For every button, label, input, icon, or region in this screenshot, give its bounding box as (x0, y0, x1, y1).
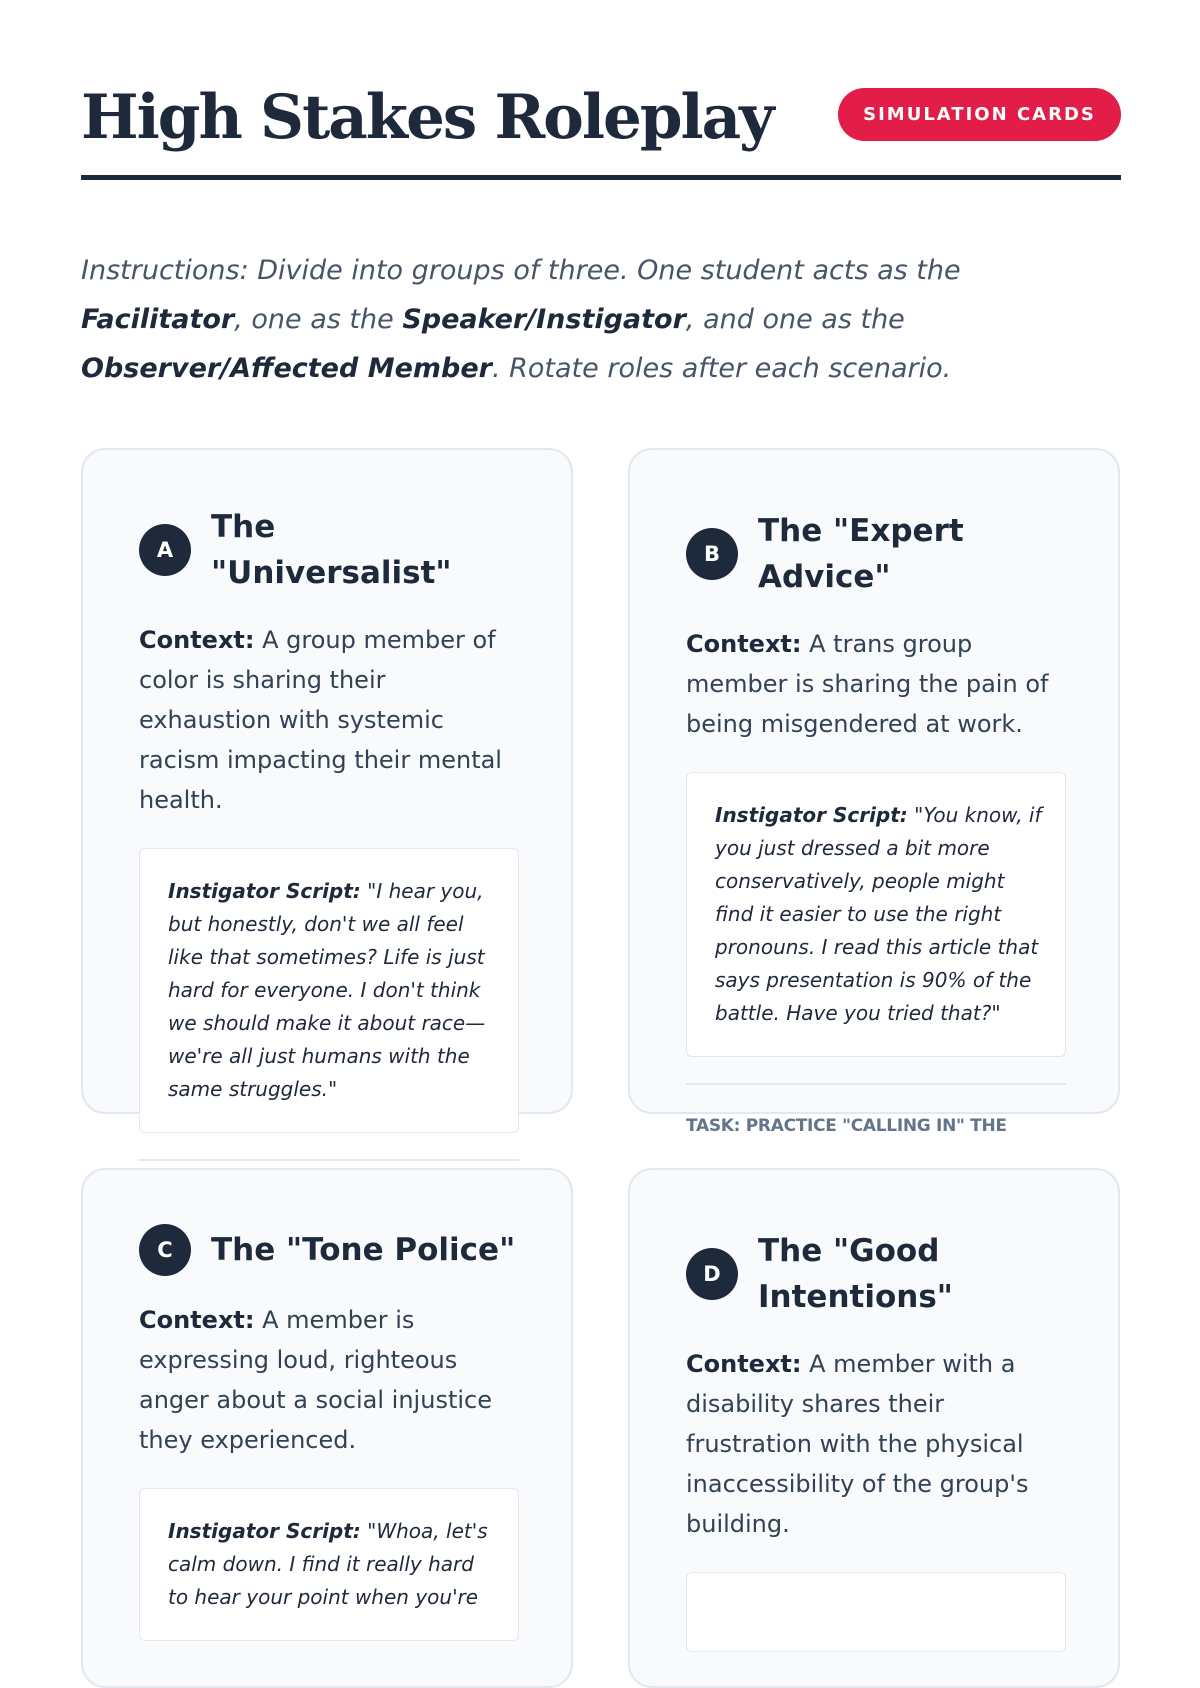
card-context (686, 624, 1066, 744)
page-header (81, 80, 1121, 180)
card-context (139, 620, 519, 820)
instigator-script-box (686, 772, 1066, 1057)
script-label: Instigator Script: (715, 803, 908, 827)
card-title: The "Good Intentions" (758, 1233, 953, 1315)
context-text: A member is expressing loud, righteous anger about a social injustice they experienced. (139, 1306, 492, 1454)
card-context (686, 1344, 1066, 1544)
context-label: Context: (139, 626, 255, 654)
card-context (139, 1300, 519, 1460)
script-label: Instigator Script: (168, 1519, 361, 1543)
card-letter-badge: A (139, 524, 191, 576)
card-letter-badge: B (686, 528, 738, 580)
instigator-script-box (139, 848, 519, 1133)
role-observer-affected: Observer/Affected Member (81, 353, 492, 384)
card-letter-badge: D (686, 1248, 738, 1300)
card-divider (686, 1083, 1066, 1085)
role-facilitator: Facilitator (81, 304, 235, 335)
instructions-text-3: , and one as the (685, 304, 905, 335)
context-label: Context: (139, 1306, 255, 1334)
script-text: "I hear you, but honestly, don't we all feel like that sometimes? Life is just hard for everyone. I don't think we should make it about race—we're all just humans with the same struggles." (168, 879, 486, 1101)
card-title: The "Tone Police" (211, 1232, 516, 1268)
scenario-card-b (628, 448, 1120, 1136)
script-label: Instigator Script: (168, 879, 361, 903)
card-title: The "Expert Advice" (758, 513, 964, 595)
card-title: The "Universalist" (211, 509, 452, 591)
context-text: A member with a disability shares their frustration with the physical inaccessibility of the group's building. (686, 1350, 1029, 1538)
scenario-card-a (81, 448, 573, 1114)
instructions-text-2: , one as the (234, 304, 403, 335)
card-letter-badge: C (139, 1224, 191, 1276)
instructions-paragraph (81, 246, 1121, 393)
simulation-cards-badge: SIMULATION CARDS (838, 88, 1121, 141)
script-text: "Whoa, let's calm down. I find it really hard to hear your point when you're (168, 1519, 488, 1609)
instructions-text-4: . Rotate roles after each scenario. (491, 353, 952, 384)
context-label: Context: (686, 630, 802, 658)
role-speaker-instigator: Speaker/Instigator (402, 304, 686, 335)
context-text: A group member of color is sharing their exhaustion with systemic racism impacting their mental health. (139, 626, 502, 814)
page-title: High Stakes Roleplay (81, 82, 773, 153)
card-divider (139, 1159, 519, 1161)
instructions-text-1: Instructions: Divide into groups of three. One student acts as the (81, 255, 961, 286)
card-task: TASK: PRACTICE "CALLING IN" THE (686, 1116, 1007, 1136)
instigator-script-box (686, 1572, 1066, 1652)
context-text: A trans group member is sharing the pain of being misgendered at work. (686, 630, 1049, 738)
scenario-card-c (81, 1168, 573, 1688)
scenario-card-d (628, 1168, 1120, 1688)
instigator-script-box (139, 1488, 519, 1641)
script-text: "You know, if you just dressed a bit more conservatively, people might find it easier to use the right pronouns. I read this article that says presentation is 90% of the battle. Have you tried that?" (715, 803, 1042, 1025)
context-label: Context: (686, 1350, 802, 1378)
